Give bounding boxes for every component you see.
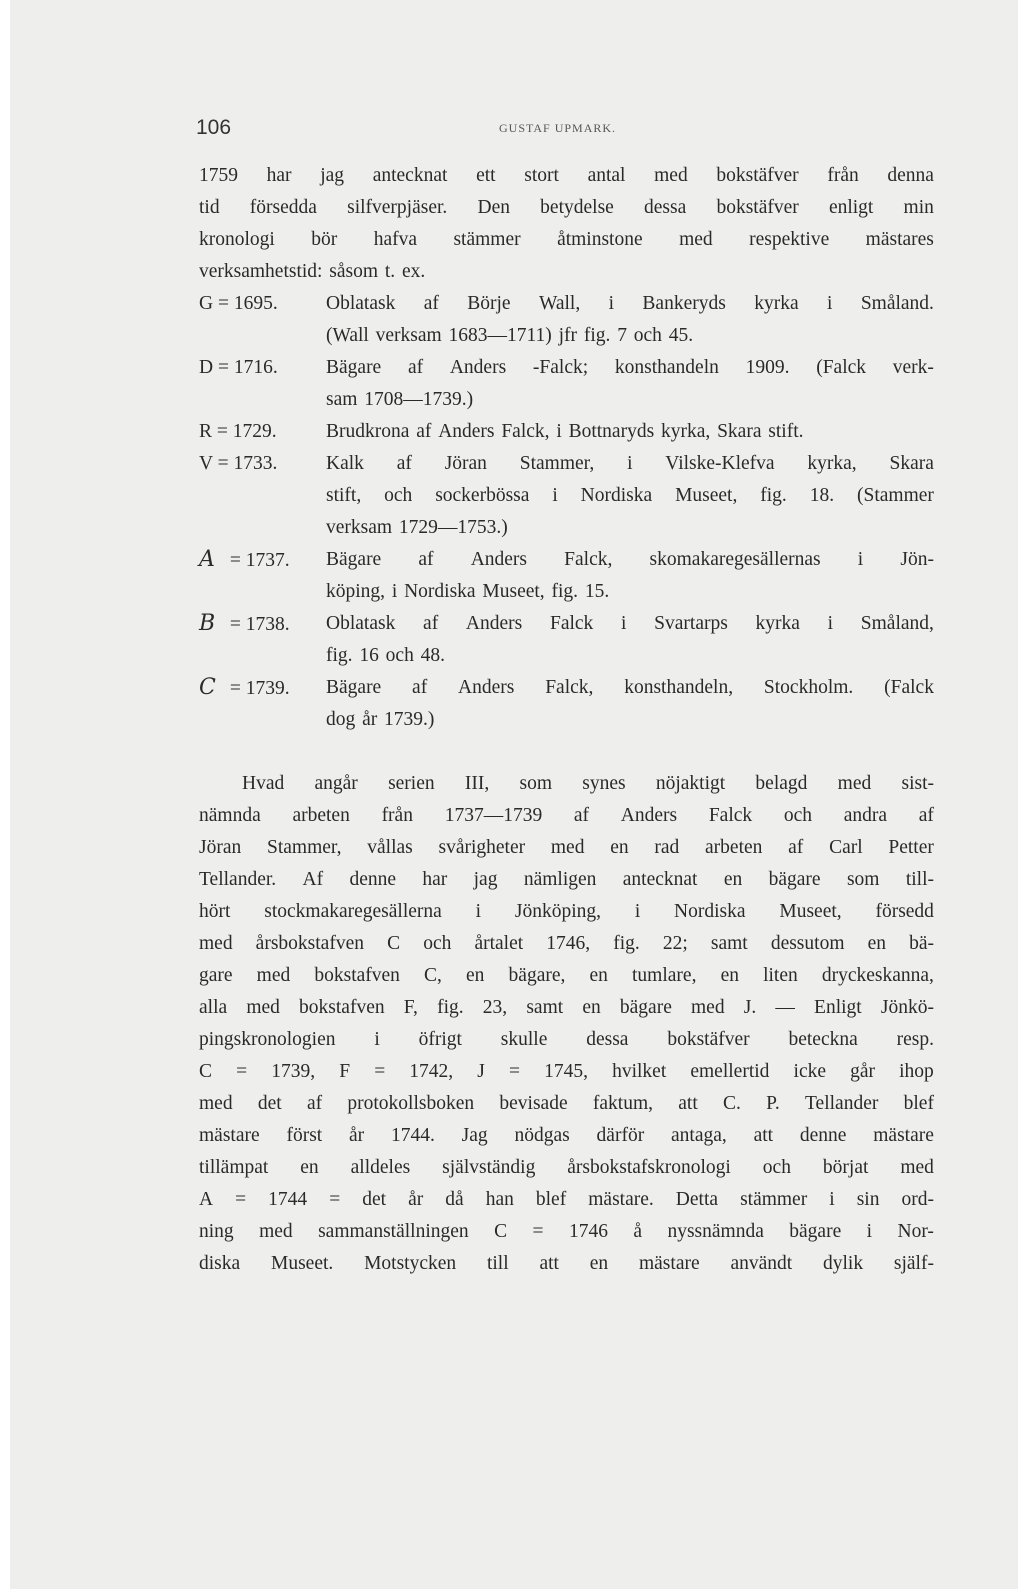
paragraph-line: med årsbokstafven C och årtalet 1746, fig. 22; samt dessutom en bä-: [199, 933, 934, 954]
entry-line: stift, och sockerbössa i Nordiska Museet, fig. 18. (Stammer: [326, 485, 934, 506]
paragraph-line: tillämpat en alldeles självständig årsbokstafskronologi och börjat med: [199, 1157, 934, 1178]
entry-line: köping, i Nordiska Museet, fig. 15.: [326, 581, 610, 602]
entry-key-letter: B: [199, 611, 216, 636]
paragraph-line: alla med bokstafven F, fig. 23, samt en bägare med J. — Enligt Jönkö-: [199, 997, 934, 1018]
intro-line: tid försedda silfverpjäser. Den betydelse dessa bokstäfver enligt min: [199, 197, 934, 218]
entry-key-year: = 1739.: [225, 678, 290, 699]
entry-key: [199, 544, 323, 576]
entry-key-letter: D: [199, 357, 214, 378]
entry-key: [199, 416, 323, 448]
entry-line: fig. 16 och 48.: [326, 645, 446, 666]
paragraph-line: nämnda arbeten från 1737—1739 af Anders Falck och andra af: [199, 805, 934, 826]
entry-key-letter: C: [199, 675, 216, 700]
entry-key: [199, 672, 323, 704]
paragraph-line: mästare först år 1744. Jag nödgas därför antaga, att denne mästare: [199, 1125, 934, 1146]
paragraph-line: Tellander. Af denne har jag nämligen antecknat en bägare som till-: [199, 869, 934, 890]
paragraph-line: C = 1739, F = 1742, J = 1745, hvilket emellertid icke går ihop: [199, 1061, 934, 1082]
entry-key-year: = 1695.: [213, 293, 278, 314]
entry-line: Kalk af Jöran Stammer, i Vilske-Klefva kyrka, Skara: [326, 453, 934, 474]
entry-key: [199, 288, 323, 320]
paragraph-line: pingskronologien i öfrigt skulle dessa bokstäfver beteckna resp.: [199, 1029, 934, 1050]
entry-line: sam 1708—1739.): [326, 389, 474, 410]
entry-line: Bägare af Anders Falck, konsthandeln, Stockholm. (Falck: [326, 677, 934, 698]
entry-line: Brudkrona af Anders Falck, i Bottnaryds kyrka, Skara stift.: [326, 421, 804, 442]
intro-line: verksamhetstid: såsom t. ex.: [199, 261, 426, 282]
entry-key: [199, 608, 323, 640]
page-header: [196, 116, 936, 138]
entry-key-year: = 1729.: [212, 421, 277, 442]
book-page: [10, 0, 1018, 1589]
intro-line: kronologi bör hafva stämmer åtminstone med respektive mästares: [199, 229, 934, 250]
page-number: 106: [196, 116, 232, 139]
entry-key-letter: A: [199, 547, 215, 572]
entry-line: Oblatask af Anders Falck i Svartarps kyrka i Småland,: [326, 613, 934, 634]
entry-line: Oblatask af Börje Wall, i Bankeryds kyrka i Småland.: [326, 293, 934, 314]
entry-line: (Wall verksam 1683—1711) jfr fig. 7 och 45.: [326, 325, 694, 346]
entry-key-year: = 1733.: [212, 453, 278, 474]
paragraph-line: hört stockmakaregesällerna i Jönköping, i Nordiska Museet, försedd: [199, 901, 934, 922]
paragraph-line: gare med bokstafven C, en bägare, en tumlare, en liten dryckeskanna,: [199, 965, 934, 986]
entry-key-letter: G: [199, 293, 214, 314]
paragraph-line: med det af protokollsboken bevisade faktum, att C. P. Tellander blef: [199, 1093, 934, 1114]
entry-line: dog år 1739.): [326, 709, 435, 730]
running-head: GUSTAF UPMARK.: [499, 121, 617, 135]
paragraph-line: ning med sammanställningen C = 1746 å nyssnämnda bägare i Nor-: [199, 1221, 934, 1242]
entry-key-year: = 1716.: [213, 357, 278, 378]
intro-line: 1759 har jag antecknat ett stort antal med bokstäfver från denna: [199, 165, 934, 186]
entry-key-letter: R: [199, 421, 213, 442]
entry-key-year: = 1738.: [225, 614, 290, 635]
entry-key-year: = 1737.: [225, 550, 290, 571]
paragraph-line: A = 1744 = det år då han blef mästare. Detta stämmer i sin ord-: [199, 1189, 934, 1210]
entry-line: Bägare af Anders -Falck; konsthandeln 1909. (Falck verk-: [326, 357, 934, 378]
paragraph-line: Jöran Stammer, vållas svårigheter med en rad arbeten af Carl Petter: [199, 837, 934, 858]
entry-line: verksam 1729—1753.): [326, 517, 508, 538]
entry-key-letter: V: [199, 453, 213, 474]
paragraph-line: Hvad angår serien III, som synes nöjaktigt belagd med sist-: [242, 773, 934, 794]
entry-key: [199, 352, 323, 384]
paragraph-line: diska Museet. Motstycken till att en mästare användt dylik själf-: [199, 1253, 934, 1274]
entry-line: Bägare af Anders Falck, skomakaregesällernas i Jön-: [326, 549, 934, 570]
entry-key: [199, 448, 323, 480]
